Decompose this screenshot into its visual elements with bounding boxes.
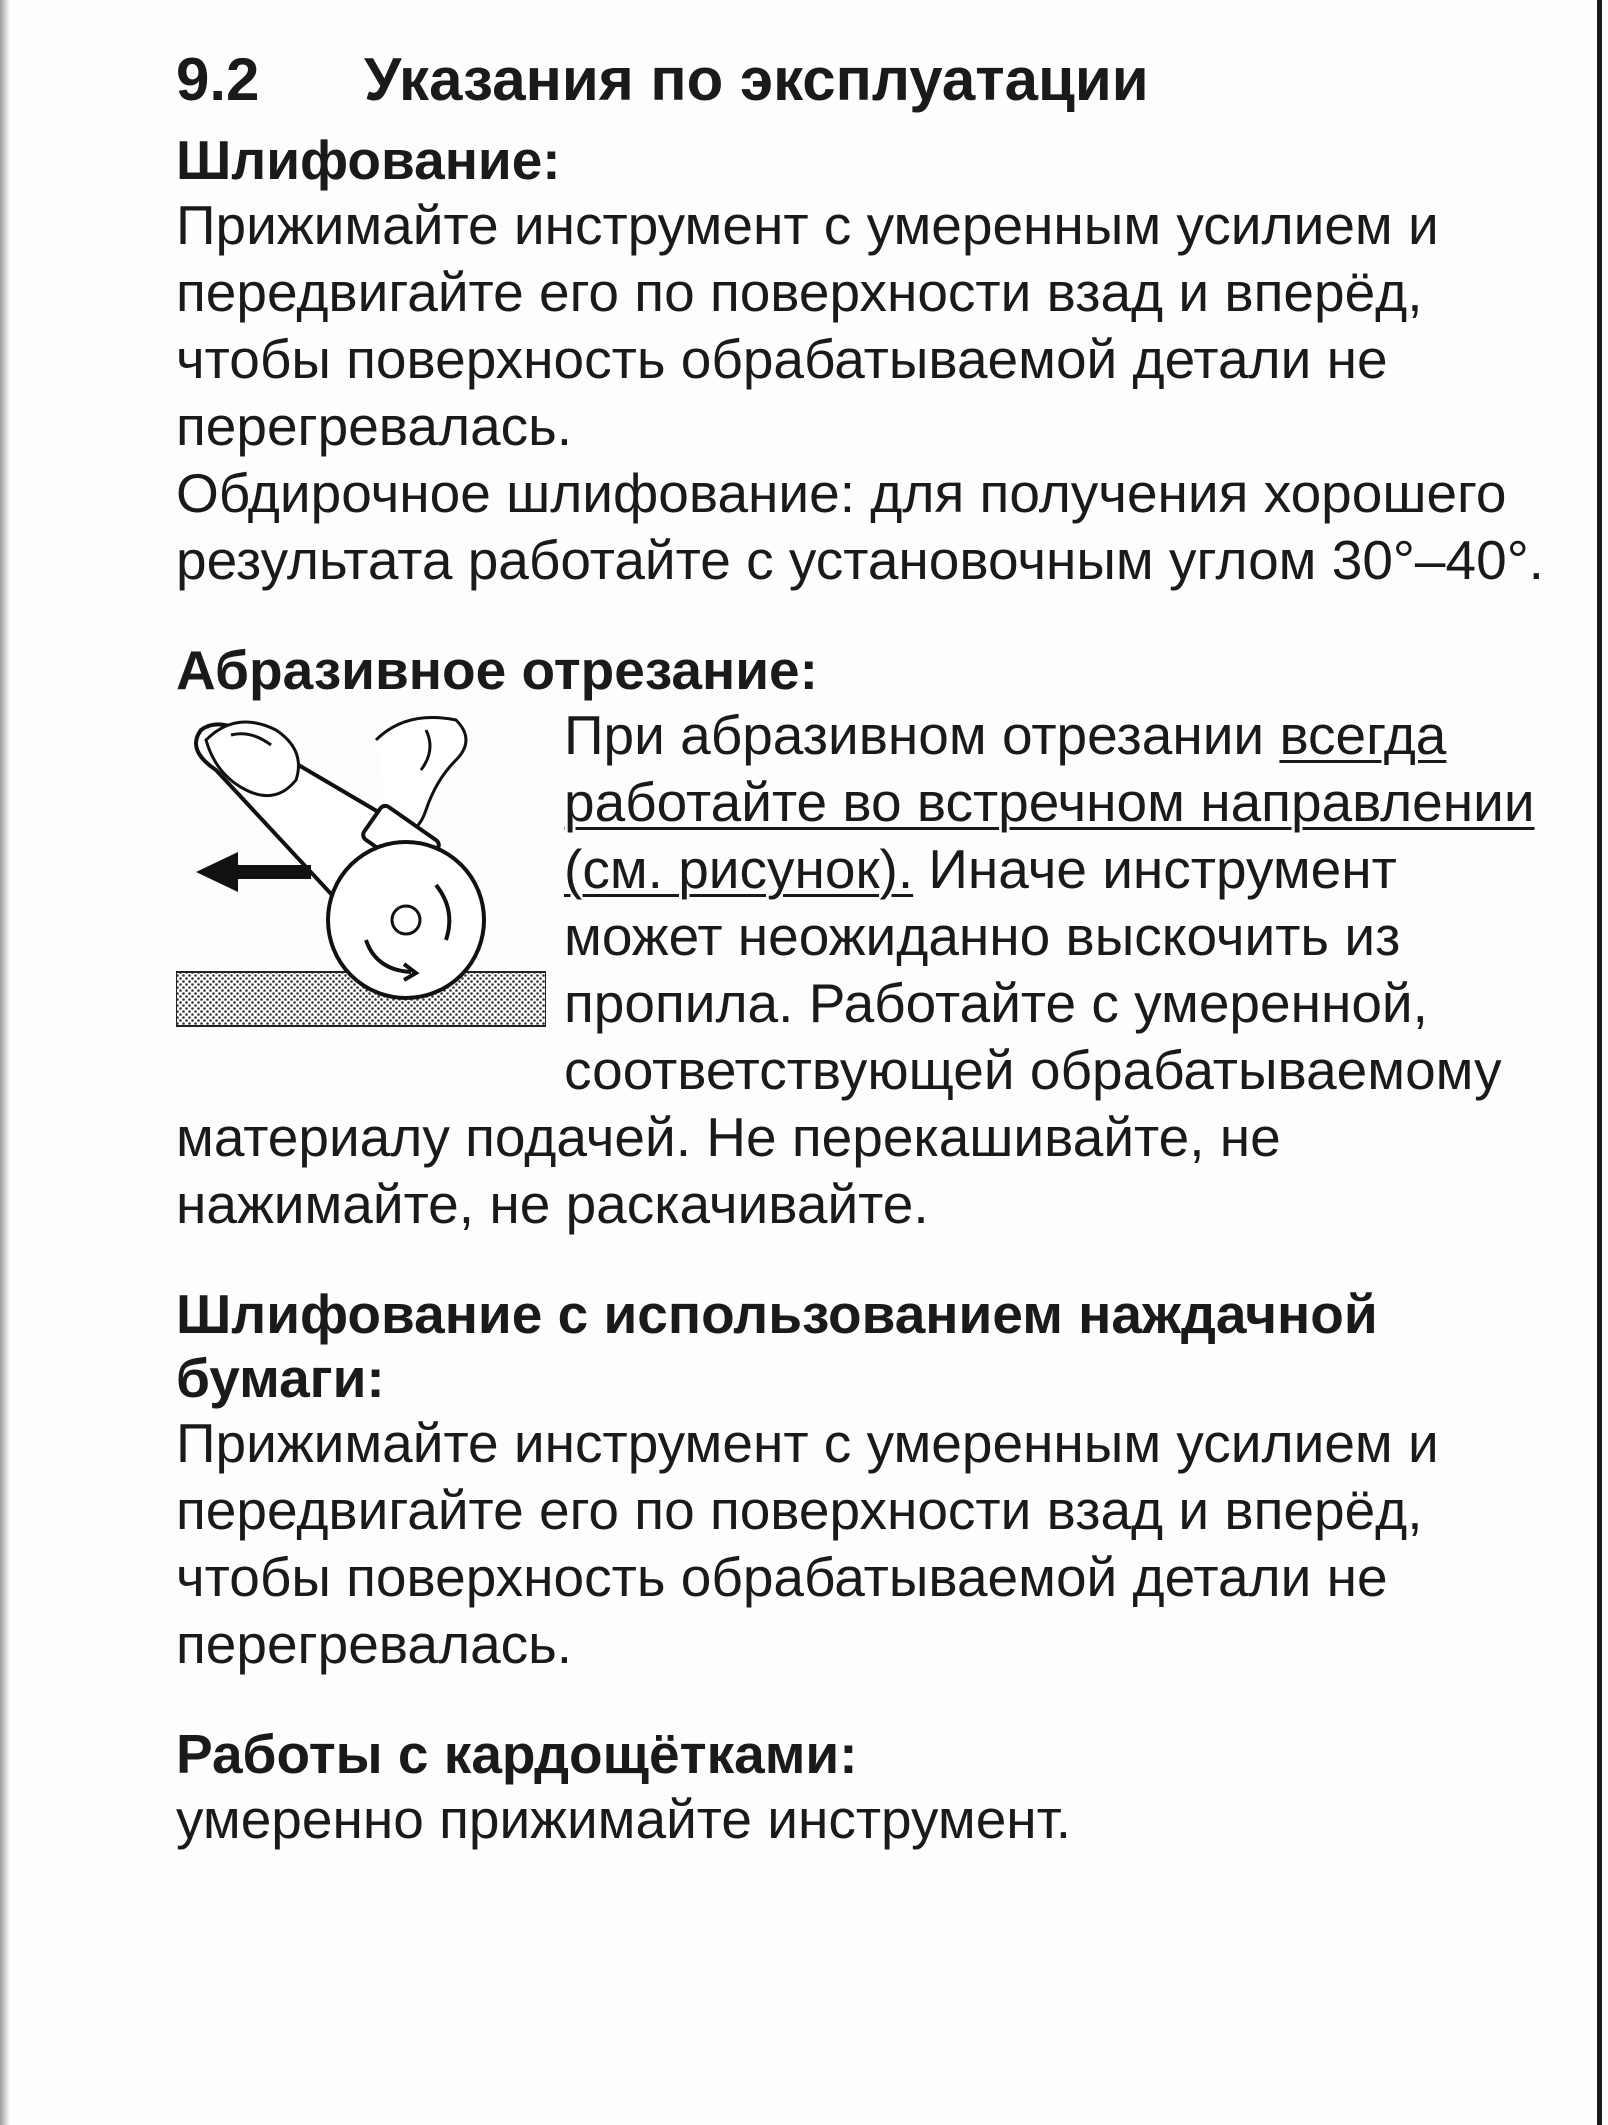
brushes-text: умеренно прижимайте инструмент. [176, 1788, 1072, 1850]
grinding-section [176, 128, 1556, 594]
scan-right-edge [1597, 0, 1602, 2125]
cutting-text-rest: Иначе инструмент может неожиданно выскочить из пропила. Работайте с умеренной, соответствующей обрабатываемому материалу подачей. Не перекашивайте, не нажимайте, не раскачивайте. [176, 838, 1502, 1235]
section-number: 9.2 [176, 46, 260, 113]
sanding-heading: Шлифование с использованием наждачной бумаги: [176, 1283, 1378, 1409]
cutting-text-underlined: всегда работайте во встречном направлении (см. рисунок). [564, 704, 1535, 900]
cutting-text-lead: При абразивном отрезании [564, 704, 1280, 766]
sanding-section [176, 1282, 1556, 1678]
section-title [176, 44, 1556, 116]
section-title-text: Указания по эксплуатации [364, 46, 1149, 113]
page-content [176, 44, 1556, 1853]
brushes-heading: Работы с кардощётками: [176, 1723, 858, 1785]
cutting-heading: Абразивное отрезание: [176, 639, 818, 701]
sanding-text: Прижимайте инструмент с умеренным усилием и передвигайте его по поверхности взад и вперёд, чтобы поверхность обрабатываемой детали не перегревалась. [176, 1412, 1439, 1675]
cutting-section [176, 638, 1556, 1238]
grinding-heading: Шлифование: [176, 129, 561, 191]
scan-left-edge [0, 0, 10, 2125]
brushes-section [176, 1722, 1556, 1853]
grinding-text-1: Прижимайте инструмент с умеренным усилием и передвигайте его по поверхности взад и вперёд, чтобы поверхность обрабатываемой детали не перегревалась. [176, 194, 1439, 457]
grinding-text-2: Обдирочное шлифование: для получения хорошего результата работайте с установочным углом 30°–40°. [176, 462, 1544, 591]
angle-grinder-icon [176, 710, 546, 1040]
